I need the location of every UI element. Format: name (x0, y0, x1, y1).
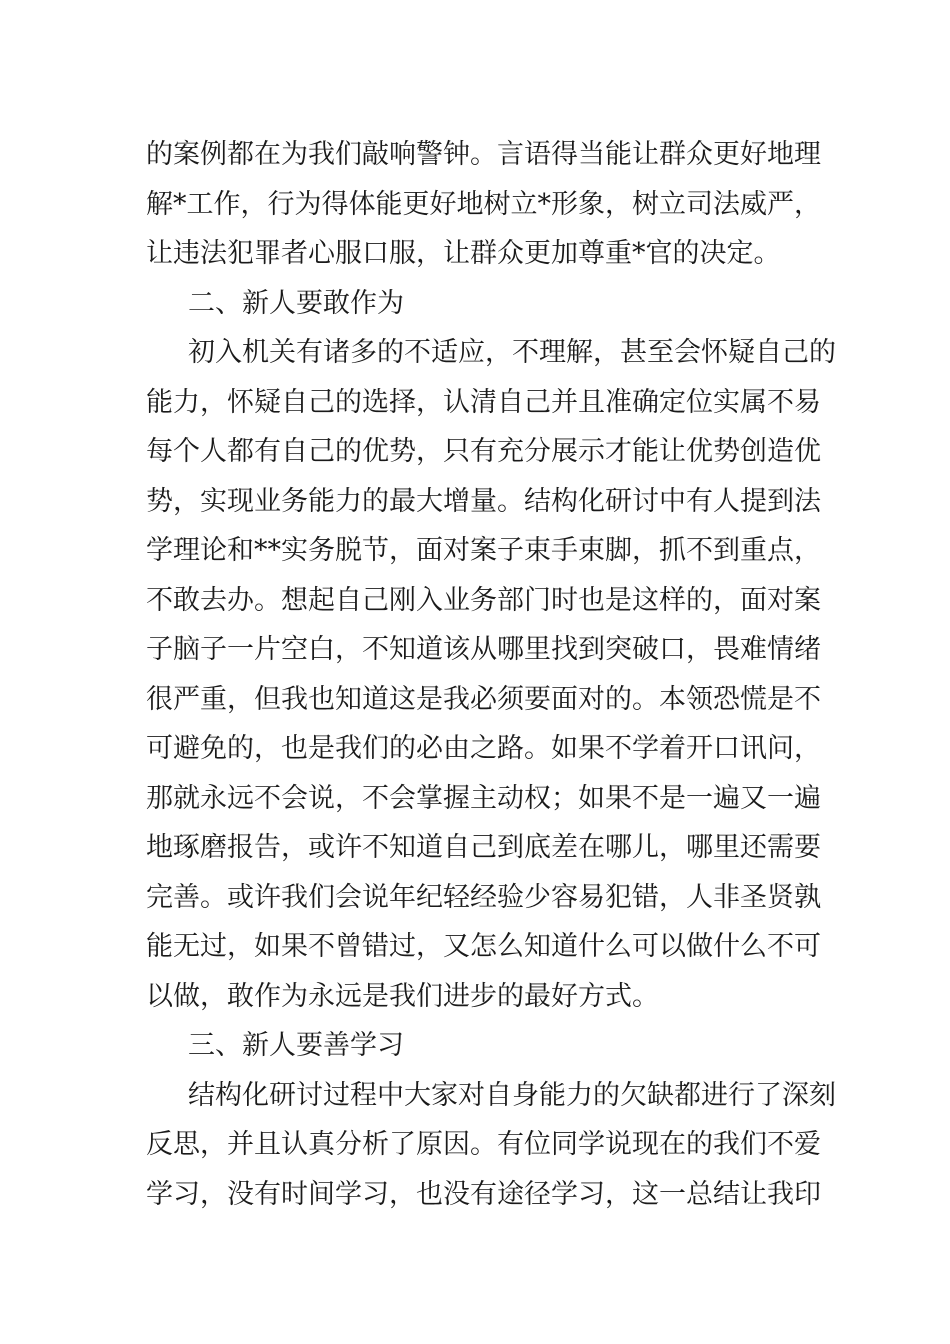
text-line: 初入机关有诸多的不适应，不理解，甚至会怀疑自己的 (188, 337, 836, 368)
text-line: 学习，没有时间学习，也没有途径学习，这一总结让我印 (146, 1178, 821, 1210)
text-line: 让违法犯罪者心服口服，让群众更加尊重*官的决定。 (146, 238, 781, 269)
section-heading: 二、新人要敢作为 (188, 287, 404, 319)
text-line: 地琢磨报告，或许不知道自己到底差在哪儿，哪里还需要 (146, 832, 821, 863)
text-line: 很严重，但我也知道这是我必须要面对的。本领恐慌是不 (146, 683, 821, 715)
text-line: 的案例都在为我们敲响警钟。言语得当能让群众更好地理 (146, 139, 821, 170)
text-line: 反思，并且认真分析了原因。有位同学说现在的我们不爱 (146, 1129, 821, 1160)
text-line: 能力，怀疑自己的选择，认清自己并且准确定位实属不易 (146, 386, 821, 418)
text-line: 每个人都有自己的优势，只有充分展示才能让优势创造优 (146, 436, 821, 467)
text-line: 不敢去办。想起自己刚入业务部门时也是这样的，面对案 (146, 584, 821, 616)
text-line: 解*工作，行为得体能更好地树立*形象，树立司法威严， (146, 188, 821, 220)
document-body (146, 130, 836, 1219)
text-line: 完善。或许我们会说年纪轻经验少容易犯错，人非圣贤孰 (146, 881, 821, 913)
section-heading: 三、新人要善学习 (188, 1030, 404, 1061)
text-line: 势，实现业务能力的最大增量。结构化研讨中有人提到法 (146, 485, 821, 517)
text-line: 可避免的，也是我们的必由之路。如果不学着开口讯问， (146, 733, 821, 764)
text-line: 子脑子一片空白，不知道该从哪里找到突破口，畏难情绪 (146, 634, 821, 665)
text-line: 结构化研讨过程中大家对自身能力的欠缺都进行了深刻 (188, 1079, 836, 1111)
text-line: 那就永远不会说，不会掌握主动权；如果不是一遍又一遍 (146, 782, 821, 814)
text-line: 以做，敢作为永远是我们进步的最好方式。 (146, 980, 659, 1012)
text-line: 学理论和**实务脱节，面对案子束手束脚，抓不到重点， (146, 535, 821, 566)
text-line: 能无过，如果不曾错过，又怎么知道什么可以做什么不可 (146, 931, 821, 962)
